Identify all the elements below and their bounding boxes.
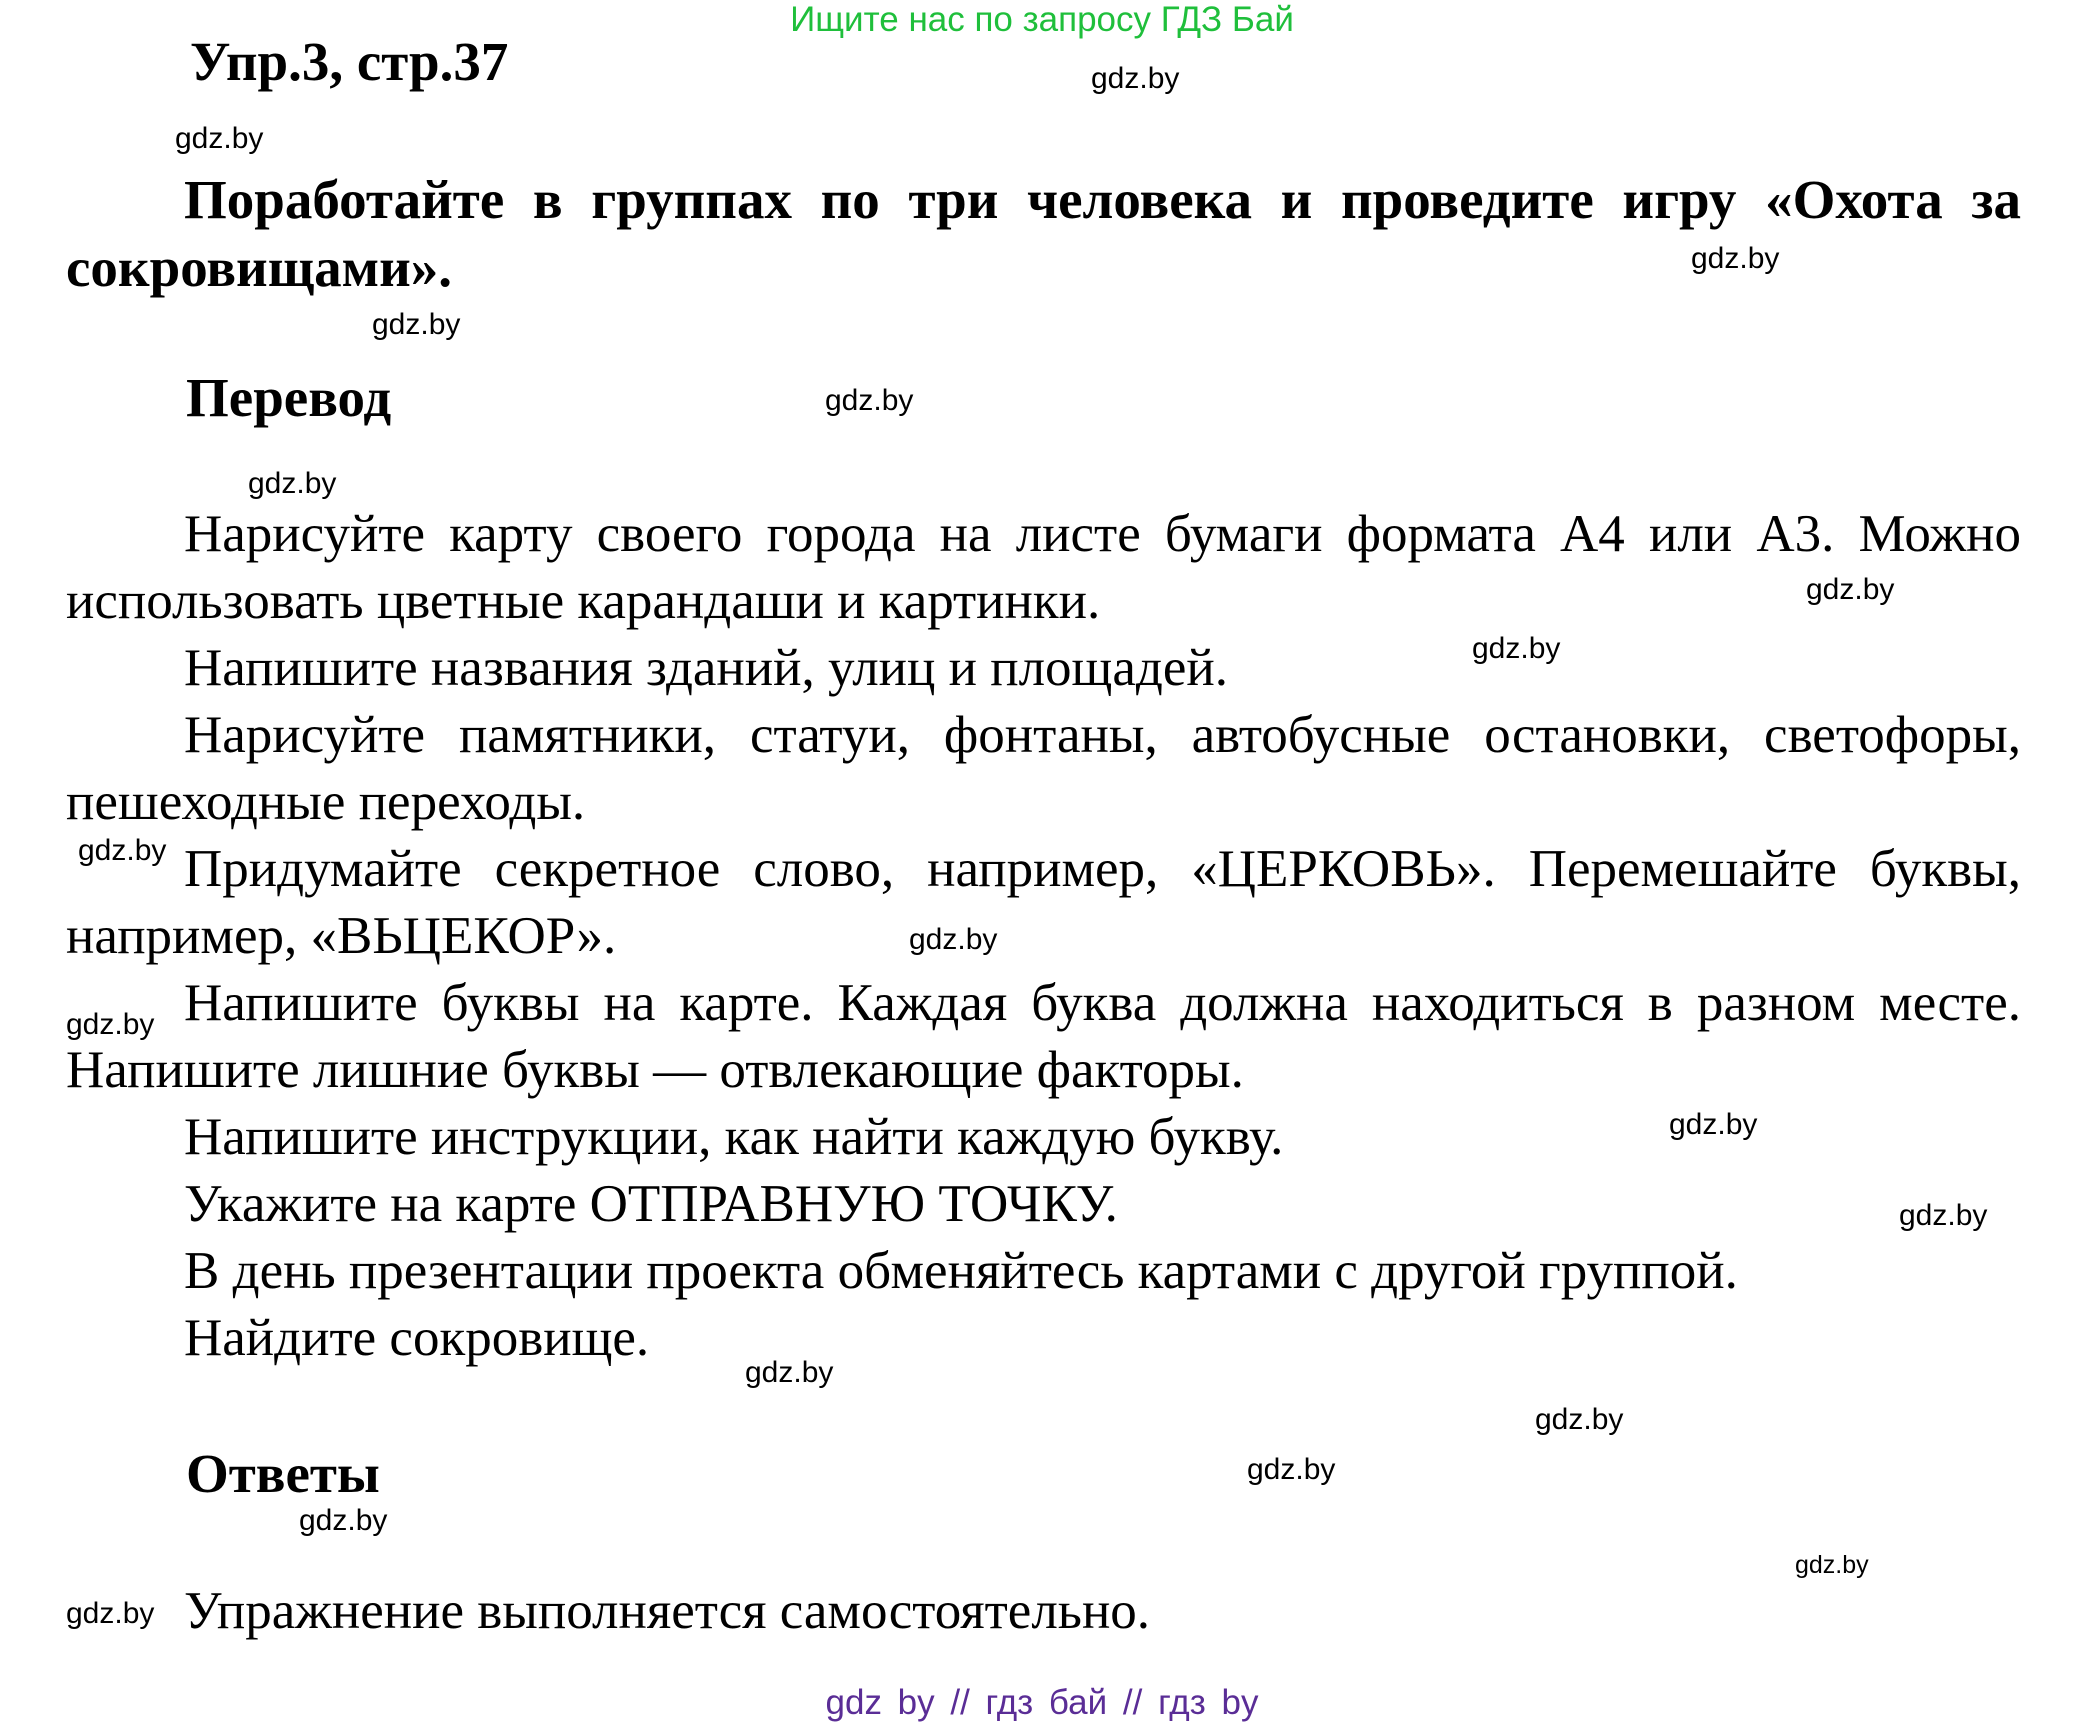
paragraph-secret-word: Придумайте секретное слово, например, «ЦЕРКОВЬ». Перемешайте буквы, например, «ВЬЦЕКОР». [66, 840, 2021, 965]
watermark: gdz.by [248, 467, 337, 500]
watermark: gdz.by [372, 308, 461, 341]
paragraph-write-names: Напишите названия зданий, улиц и площадей. [184, 639, 1228, 697]
watermark: gdz.by [1691, 242, 1780, 275]
answers-heading: Ответы [186, 1443, 380, 1504]
watermark: gdz.by [1472, 632, 1561, 665]
bottom-banner: gdz by // гдз бай // гдз by [825, 1683, 1259, 1722]
paragraph-draw-monuments: Нарисуйте памятники, статуи, фонтаны, автобусные остановки, светофоры, пешеходные переходы. [66, 706, 2021, 831]
exercise-title: Упр.3, стр.37 [190, 31, 509, 92]
paragraph-find-treasure: Найдите сокровище. [184, 1309, 650, 1367]
paragraph-write-instructions: Напишите инструкции, как найти каждую букву. [184, 1108, 1284, 1166]
watermark: gdz.by [66, 1008, 155, 1041]
watermark: gdz.by [1247, 1453, 1336, 1486]
watermark: gdz.by [66, 1597, 155, 1630]
paragraph-starting-point: Укажите на карте ОТПРАВНУЮ ТОЧКУ. [184, 1175, 1118, 1233]
watermark: gdz.by [1091, 62, 1180, 95]
paragraph-draw-map: Нарисуйте карту своего города на листе бумаги формата А4 или А3. Можно использовать цветные карандаши и картинки. [66, 505, 2021, 630]
watermark: gdz.by [909, 923, 998, 956]
paragraph-write-letters: Напишите буквы на карте. Каждая буква должна находиться в разном месте. Напишите лишние буквы — отвлекающие факторы. [66, 974, 2021, 1099]
paragraph-exchange-maps: В день презентации проекта обменяйтесь картами с другой группой. [184, 1242, 1738, 1300]
answer-text: Упражнение выполняется самостоятельно. [184, 1582, 1151, 1640]
watermark: gdz.by [1795, 1551, 1869, 1579]
task-text: Поработайте в группах по три человека и проведите игру «Охота за сокровищами». [66, 169, 2021, 298]
translation-heading: Перевод [186, 367, 392, 428]
watermark: gdz.by [78, 834, 167, 867]
watermark: gdz.by [1535, 1403, 1624, 1436]
watermark: gdz.by [745, 1356, 834, 1389]
top-search-banner: Ищите нас по запросу ГДЗ Бай [790, 0, 1294, 39]
watermark: gdz.by [1669, 1108, 1758, 1141]
watermark: gdz.by [1806, 573, 1895, 606]
watermark: gdz.by [1899, 1199, 1988, 1232]
watermark: gdz.by [299, 1504, 388, 1537]
watermark: gdz.by [175, 122, 264, 155]
watermark: gdz.by [825, 384, 914, 417]
